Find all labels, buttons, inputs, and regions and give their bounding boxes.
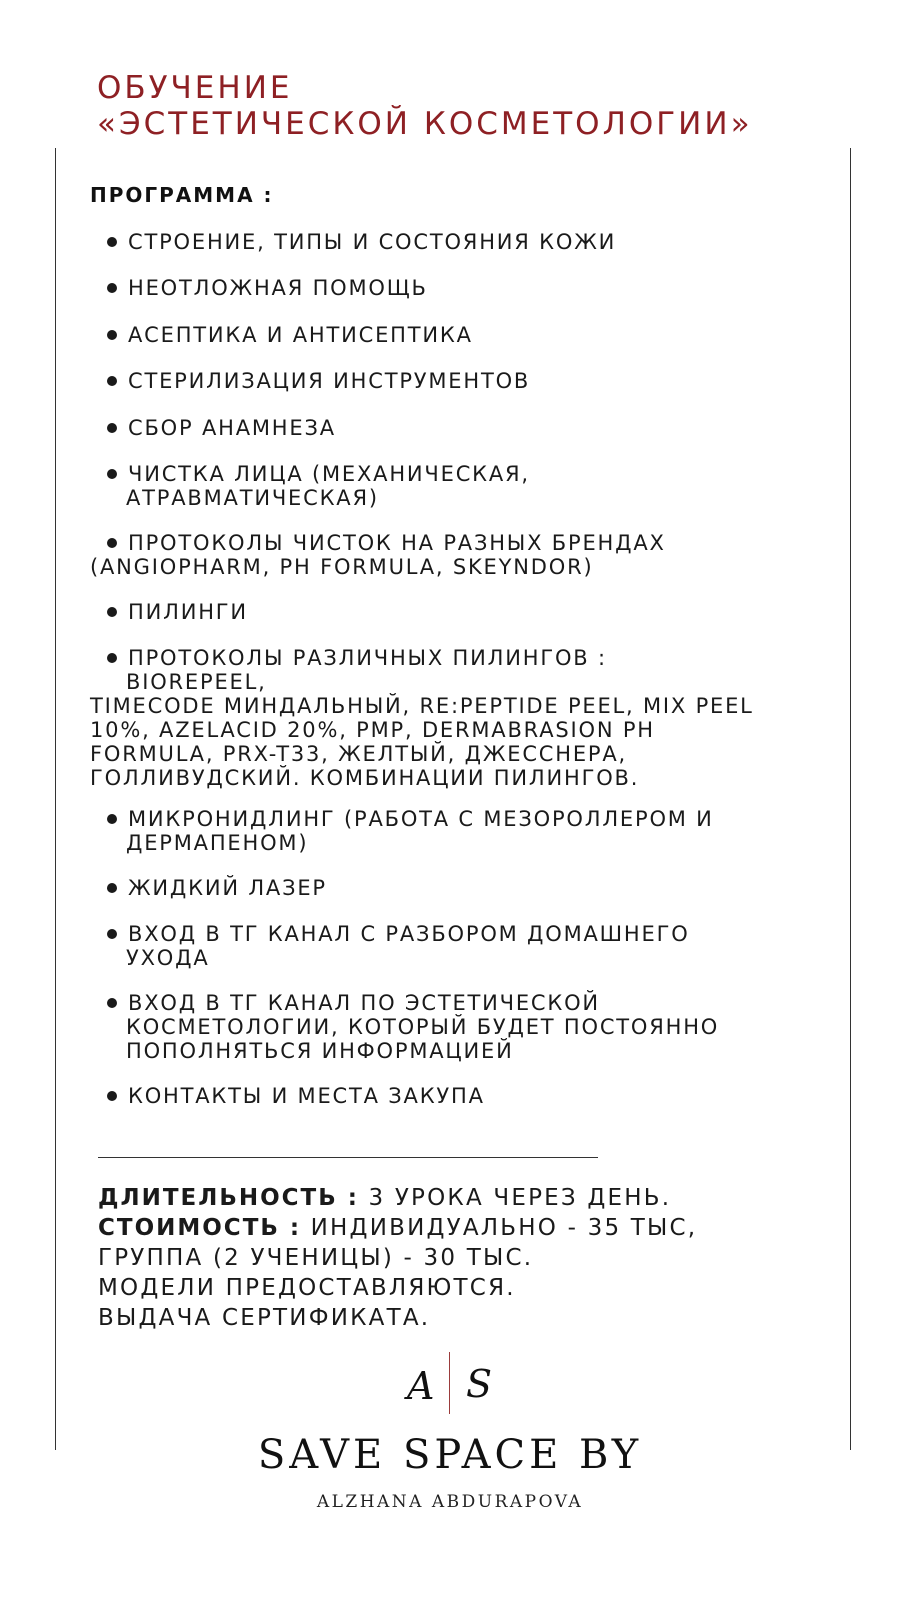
title-line-2: «ЭСТЕТИЧЕСКОЙ КОСМЕТОЛОГИИ»: [97, 106, 753, 142]
list-item: [90, 876, 770, 900]
bullet-icon: [107, 423, 117, 433]
bullet-icon: [107, 607, 117, 617]
brand-name: SAVE SPACE BY: [257, 1432, 643, 1478]
item-text: ПОПОЛНЯТЬСЯ ИНФОРМАЦИЕЙ: [126, 1039, 514, 1063]
item-text: АСЕПТИКА И АНТИСЕПТИКА: [128, 323, 473, 347]
group-price: ГРУППА (2 УЧЕНИЦЫ) - 30 ТЫС.: [98, 1245, 534, 1271]
certificate-note: ВЫДАЧА СЕРТИФИКАТА.: [98, 1305, 431, 1331]
item-text: ПРОТОКОЛЫ РАЗЛИЧНЫХ ПИЛИНГОВ :: [128, 646, 607, 670]
list-item: [90, 646, 770, 790]
item-text: ЧИСТКА ЛИЦА (МЕХАНИЧЕСКАЯ,: [128, 462, 530, 486]
divider: [98, 1157, 598, 1158]
duration-value: 3 УРОКА ЧЕРЕЗ ДЕНЬ.: [358, 1185, 672, 1211]
item-text: КОНТАКТЫ И МЕСТА ЗАКУПА: [128, 1084, 485, 1108]
bullet-icon: [107, 283, 117, 293]
item-text: НЕОТЛОЖНАЯ ПОМОЩЬ: [128, 276, 428, 300]
list-item: [90, 416, 770, 440]
list-item: [90, 1084, 770, 1108]
item-text: УХОДА: [126, 946, 210, 970]
monogram-divider: [449, 1352, 450, 1414]
item-text: МИКРОНИДЛИНГ (РАБОТА С МЕЗОРОЛЛЕРОМ И: [128, 807, 714, 831]
item-text: ВХОД В ТГ КАНАЛ ПО ЭСТЕТИЧЕСКОЙ: [128, 991, 600, 1015]
page-title: [97, 70, 753, 142]
item-text: ГОЛЛИВУДСКИЙ. КОМБИНАЦИИ ПИЛИНГОВ.: [90, 766, 640, 790]
item-text: ЖИДКИЙ ЛАЗЕР: [128, 876, 327, 900]
item-text: СТЕРИЛИЗАЦИЯ ИНСТРУМЕНТОВ: [128, 369, 531, 393]
cost-label: СТОИМОСТЬ :: [98, 1215, 302, 1241]
list-item: [90, 462, 770, 510]
brand-author: ALZHANA ABDURAPOVA: [316, 1492, 584, 1512]
list-item: [90, 531, 770, 579]
item-text: АТРАВМАТИЧЕСКАЯ): [126, 486, 379, 510]
course-details: [98, 1183, 697, 1333]
item-text: TIMECODE МИНДАЛЬНЫЙ, RE:PEPTIDE PEEL, MIX PEEL: [90, 694, 754, 718]
list-item: [90, 369, 770, 393]
bullet-icon: [107, 1091, 117, 1101]
bullet-icon: [107, 653, 117, 663]
bullet-icon: [107, 883, 117, 893]
title-line-1: ОБУЧЕНИЕ: [97, 70, 293, 106]
bullet-icon: [107, 814, 117, 824]
program-heading: ПРОГРАММА :: [90, 183, 274, 207]
item-text: СБОР АНАМНЕЗА: [128, 416, 336, 440]
bullet-icon: [107, 237, 117, 247]
list-item: [90, 991, 770, 1063]
cost-row: [98, 1213, 697, 1243]
bullet-icon: [107, 330, 117, 340]
item-text: BIOREPEEL,: [126, 670, 267, 694]
list-item: [90, 922, 770, 970]
bullet-icon: [107, 998, 117, 1008]
list-item: [90, 600, 770, 624]
item-text: КОСМЕТОЛОГИИ, КОТОРЫЙ БУДЕТ ПОСТОЯННО: [126, 1015, 720, 1039]
list-item: [90, 323, 770, 347]
monogram-letter-a: A: [407, 1364, 435, 1408]
duration-row: [98, 1183, 697, 1213]
item-text: ВХОД В ТГ КАНАЛ С РАЗБОРОМ ДОМАШНЕГО: [128, 922, 690, 946]
models-note: МОДЕЛИ ПРЕДОСТАВЛЯЮТСЯ.: [98, 1275, 516, 1301]
monogram-letter-s: S: [466, 1362, 493, 1406]
bullet-icon: [107, 469, 117, 479]
bullet-icon: [107, 929, 117, 939]
list-item: [90, 807, 770, 855]
item-text: FORMULA, PRX-T33, ЖЕЛТЫЙ, ДЖЕССНЕРА,: [90, 742, 628, 766]
item-text: ПРОТОКОЛЫ ЧИСТОК НА РАЗНЫХ БРЕНДАХ: [128, 531, 666, 555]
list-item: [90, 276, 770, 300]
cost-value: ИНДИВИДУАЛЬНО - 35 ТЫС,: [301, 1215, 698, 1241]
duration-label: ДЛИТЕЛЬНОСТЬ :: [98, 1185, 359, 1211]
right-border-line: [850, 148, 851, 1450]
list-item: [90, 230, 770, 254]
item-text: ДЕРМАПЕНОМ): [126, 831, 309, 855]
bullet-icon: [107, 376, 117, 386]
item-text: (ANGIOPHARM, PH FORMULA, SKEYNDOR): [90, 555, 594, 579]
left-border-line: [55, 148, 56, 1450]
bullet-icon: [107, 538, 117, 548]
item-text: 10%, AZELACID 20%, PMP, DERMABRASION PH: [90, 718, 655, 742]
item-text: СТРОЕНИЕ, ТИПЫ И СОСТОЯНИЯ КОЖИ: [128, 230, 617, 254]
item-text: ПИЛИНГИ: [128, 600, 248, 624]
